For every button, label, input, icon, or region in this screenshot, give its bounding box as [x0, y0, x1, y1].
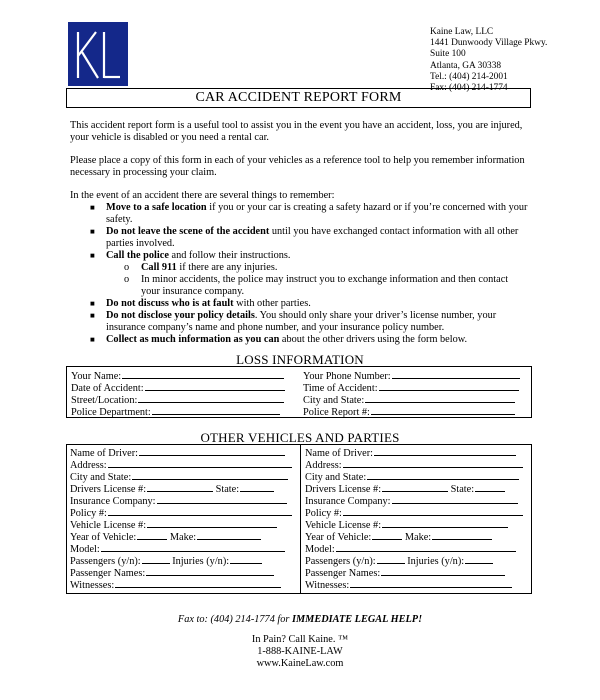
- field-label: Address:: [70, 460, 107, 471]
- driver2-witnesses-field[interactable]: [305, 578, 512, 592]
- driver2-insurance-input[interactable]: [392, 494, 518, 504]
- bullet-square-icon: ■: [90, 335, 95, 344]
- field-label: Model:: [70, 544, 100, 555]
- field-label: State:: [215, 484, 240, 495]
- bullet-text: . You should only share your driver’s license number, your insurance company’s name and phone number, and your insurance policy number.: [106, 310, 497, 333]
- company-street: 1441 Dunwoody Village Pkwy.: [430, 38, 548, 49]
- driver1-make-input[interactable]: [197, 530, 261, 540]
- field-label: Address:: [305, 460, 342, 471]
- driver2-state-input[interactable]: [475, 482, 505, 492]
- driver1-passenger-names-input[interactable]: [146, 566, 274, 576]
- bullet-text: until you have exchanged contact information with all other parties involved.: [106, 226, 519, 249]
- phone-input[interactable]: [392, 369, 520, 379]
- field-label: Passengers (y/n):: [70, 556, 141, 567]
- field-label: Time of Accident:: [303, 383, 378, 394]
- field-label: Drivers License #:: [305, 484, 382, 495]
- driver1-witnesses-input[interactable]: [115, 578, 281, 588]
- field-label: Vehicle License #:: [305, 520, 382, 531]
- footer-phone[interactable]: 1-888-KAINE-LAW: [257, 646, 343, 657]
- bullet-square-icon: ■: [90, 203, 95, 212]
- company-address: [430, 27, 547, 94]
- your-name-input[interactable]: [122, 369, 284, 379]
- bullet-text: if there are any injuries.: [176, 262, 278, 273]
- field-label: Witnesses:: [305, 580, 350, 591]
- driver1-license-input[interactable]: [147, 482, 213, 492]
- bullet-bold: Do not discuss who is at fault: [106, 298, 234, 309]
- field-label: Model:: [305, 544, 335, 555]
- bullet-text: In minor accidents, the police may instruct you to exchange information and then contact your insurance company.: [141, 274, 509, 297]
- driver1-model-input[interactable]: [101, 542, 285, 552]
- bullet-bold: Do not leave the scene of the accident: [106, 226, 270, 237]
- kaine-law-logo: [68, 14, 128, 86]
- driver2-vehicle-license-input[interactable]: [382, 518, 508, 528]
- bullet-square-icon: ■: [90, 311, 95, 320]
- bullet-bold: Move to a safe location: [106, 202, 207, 213]
- company-name: Kaine Law, LLC: [430, 27, 494, 37]
- field-label: Injuries (y/n):: [407, 556, 465, 567]
- fax-emphasis: IMMEDIATE LEGAL HELP!: [292, 614, 423, 625]
- bullet-bold: Collect as much information as you can: [106, 334, 280, 345]
- intro-paragraph-2: Please place a copy of this form in each of your vehicles as a reference tool to help you remember information necessary in processing your claim.: [70, 155, 525, 178]
- street-input[interactable]: [138, 393, 284, 403]
- field-label: Your Phone Number:: [303, 371, 391, 382]
- field-label: Passenger Names:: [305, 568, 381, 579]
- form-title: CAR ACCIDENT REPORT FORM: [66, 88, 531, 108]
- city-state-input[interactable]: [365, 393, 515, 403]
- field-label: Date of Accident:: [71, 383, 144, 394]
- driver2-model-input[interactable]: [336, 542, 516, 552]
- police-dept-field[interactable]: [71, 405, 280, 419]
- logo-text: KL: [68, 14, 82, 25]
- driver1-insurance-input[interactable]: [157, 494, 287, 504]
- bullet-text: with other parties.: [233, 298, 311, 309]
- driver1-policy-input[interactable]: [108, 506, 292, 516]
- field-label: Policy #:: [305, 508, 342, 519]
- driver1-year-input[interactable]: [137, 530, 167, 540]
- field-label: Street/Location:: [71, 395, 138, 406]
- circle-bullet-icon: o: [124, 274, 130, 285]
- bullet-square-icon: ■: [90, 251, 95, 260]
- police-report-input[interactable]: [371, 405, 515, 415]
- driver2-year-input[interactable]: [372, 530, 402, 540]
- driver2-license-input[interactable]: [382, 482, 448, 492]
- driver2-passengers-input[interactable]: [377, 554, 405, 564]
- bullet-bold: Call the police: [106, 250, 169, 261]
- bullet-text: if you or your car is creating a safety hazard or if you’re concerned with your safety.: [106, 202, 528, 225]
- field-label: Police Report #:: [303, 407, 370, 418]
- field-label: Passenger Names:: [70, 568, 146, 579]
- field-label: State:: [450, 484, 475, 495]
- intro-paragraph-1: This accident report form is a useful tool to assist you in the event you have an accident, loss, you are injured, your vehicle is disabled or you need a rental car.: [70, 120, 523, 143]
- driver1-passengers-input[interactable]: [142, 554, 170, 564]
- field-label: Injuries (y/n):: [172, 556, 230, 567]
- circle-bullet-icon: o: [124, 262, 130, 273]
- driver2-address-input[interactable]: [343, 458, 523, 468]
- fax-notice: [0, 614, 600, 625]
- intro-paragraph-3: In the event of an accident there are several things to remember:: [70, 190, 335, 201]
- driver2-witnesses-input[interactable]: [350, 578, 512, 588]
- bullet-square-icon: ■: [90, 227, 95, 236]
- column-divider: [300, 445, 301, 593]
- field-label: Police Department:: [71, 407, 151, 418]
- driver1-vehicle-license-input[interactable]: [147, 518, 277, 528]
- field-label: Vehicle License #:: [70, 520, 147, 531]
- bullet-text: and follow their instructions.: [168, 250, 291, 261]
- field-label: City and State:: [303, 395, 365, 406]
- other-vehicles-title: OTHER VEHICLES AND PARTIES: [200, 430, 400, 445]
- field-label: Year of Vehicle:: [305, 532, 372, 543]
- field-label: Drivers License #:: [70, 484, 147, 495]
- driver1-injuries-input[interactable]: [230, 554, 262, 564]
- driver2-injuries-input[interactable]: [465, 554, 493, 564]
- footer-slogan: In Pain? Call Kaine. ™: [251, 634, 349, 645]
- bullet-bold: Call 911: [141, 262, 177, 273]
- field-label: Make:: [404, 532, 432, 543]
- field-label: Passengers (y/n):: [305, 556, 376, 567]
- company-suite: Suite 100: [430, 49, 466, 60]
- loss-information-box: [66, 366, 532, 418]
- field-label: Name of Driver:: [70, 448, 139, 459]
- field-label: City and State:: [70, 472, 132, 483]
- company-city: Atlanta, GA 30338: [430, 60, 502, 71]
- fax-text: Fax to: (404) 214-1774 for: [177, 614, 293, 625]
- field-label: Year of Vehicle:: [70, 532, 137, 543]
- field-label: Insurance Company:: [70, 496, 156, 507]
- driver1-name-input[interactable]: [139, 446, 285, 456]
- loss-information-title: LOSS INFORMATION: [236, 352, 364, 367]
- bullet-bold: Do not disclose your policy details: [106, 310, 255, 321]
- driver1-state-input[interactable]: [240, 482, 274, 492]
- company-fax: Fax: (404) 214-1774: [430, 83, 508, 94]
- driver1-city-state-input[interactable]: [132, 470, 288, 480]
- field-label: Name of Driver:: [305, 448, 374, 459]
- other-vehicles-box: [66, 444, 532, 594]
- date-input[interactable]: [145, 381, 285, 391]
- driver2-make-input[interactable]: [432, 530, 492, 540]
- field-label: Witnesses:: [70, 580, 115, 591]
- driver1-witnesses-field[interactable]: [70, 578, 281, 592]
- time-input[interactable]: [379, 381, 519, 391]
- bullet-square-icon: ■: [90, 299, 95, 308]
- field-label: Insurance Company:: [305, 496, 391, 507]
- driver2-policy-input[interactable]: [343, 506, 523, 516]
- field-label: Policy #:: [70, 508, 107, 519]
- field-label: Your Name:: [71, 371, 122, 382]
- footer-website[interactable]: www.KaineLaw.com: [256, 658, 344, 669]
- police-dept-input[interactable]: [152, 405, 280, 415]
- police-report-field[interactable]: [303, 405, 515, 419]
- field-label: City and State:: [305, 472, 367, 483]
- driver2-city-state-input[interactable]: [367, 470, 519, 480]
- driver2-name-input[interactable]: [374, 446, 516, 456]
- driver1-address-input[interactable]: [108, 458, 292, 468]
- driver2-passenger-names-input[interactable]: [381, 566, 505, 576]
- company-tel: Tel.: (404) 214-2001: [430, 71, 508, 82]
- field-label: Make:: [169, 532, 197, 543]
- bullet-text: about the other drivers using the form below.: [279, 334, 468, 345]
